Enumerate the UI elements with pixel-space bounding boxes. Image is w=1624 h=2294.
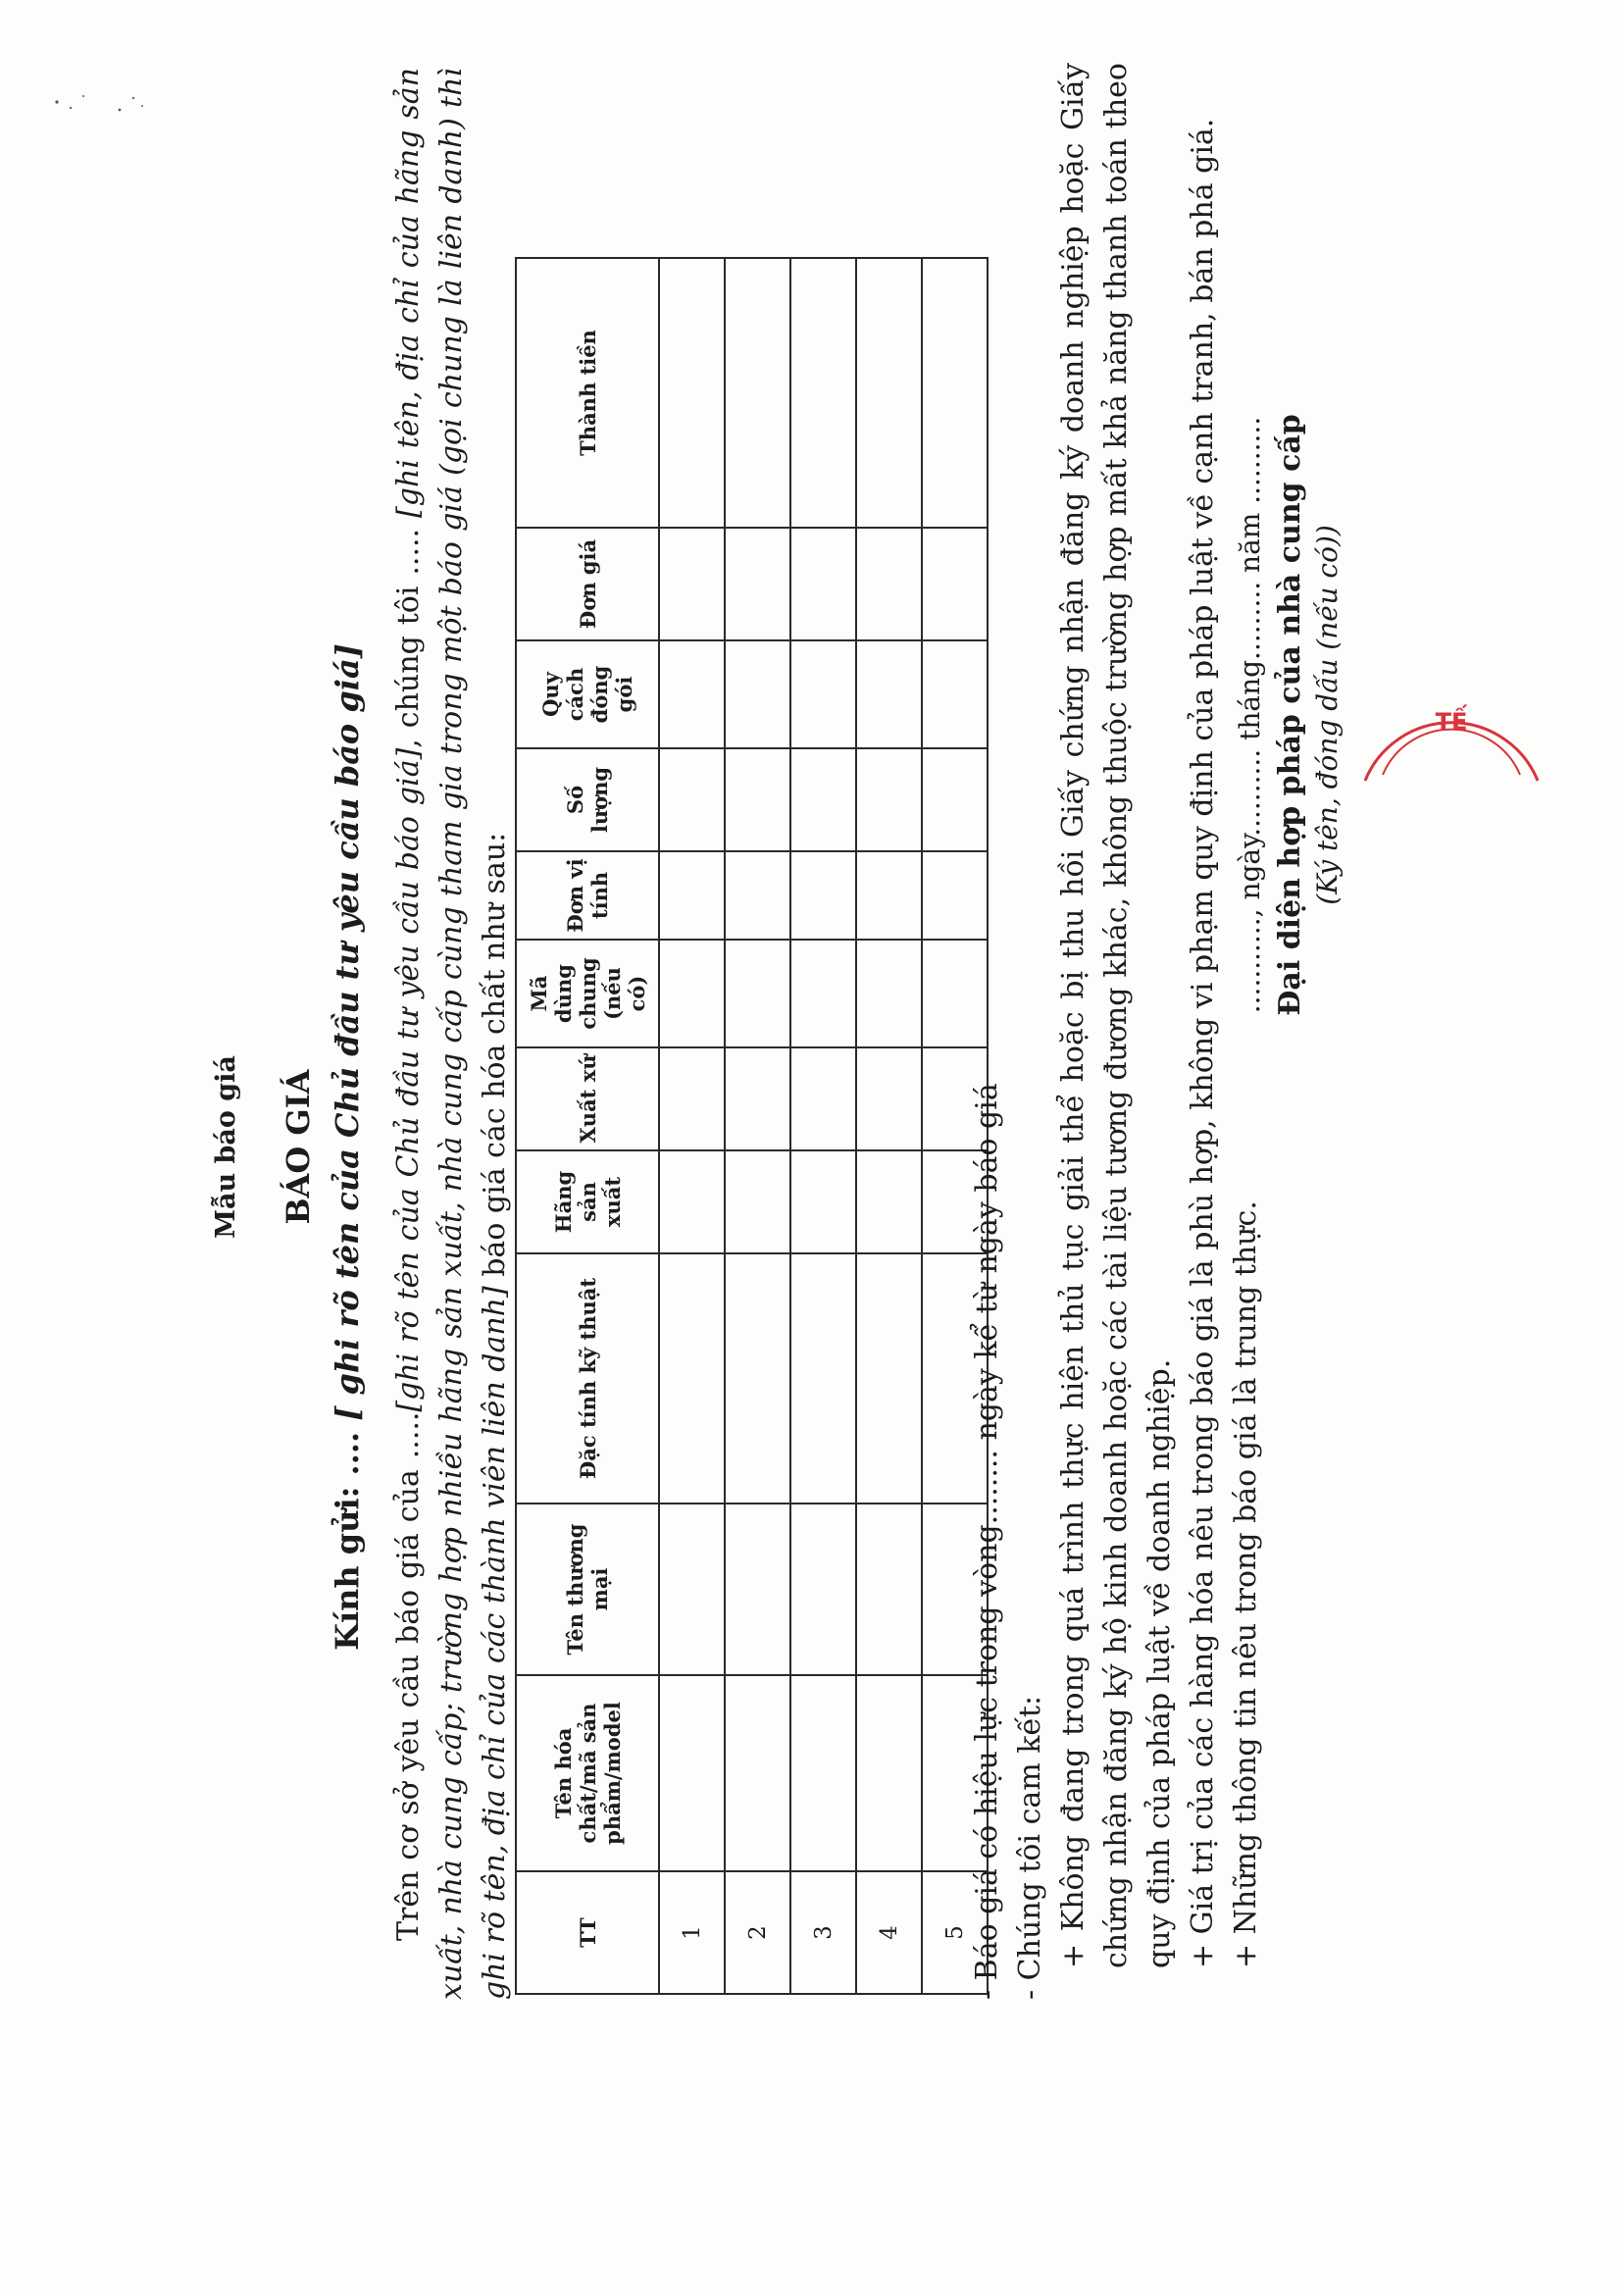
- table-cell: [856, 1675, 922, 1871]
- header-cell: Hãng sản xuất: [516, 1150, 659, 1253]
- table-cell: [725, 748, 790, 851]
- table-cell: [659, 1150, 725, 1253]
- table-cell: [856, 1504, 922, 1675]
- table-cell: [790, 1253, 856, 1504]
- intro-paragraph: [387, 68, 517, 2000]
- header-cell: TT: [516, 1871, 659, 1994]
- table-cell: [856, 528, 922, 640]
- table-cell: [790, 1047, 856, 1150]
- table-row: [856, 258, 922, 1994]
- table-row: [725, 258, 790, 1994]
- quotation-table: [515, 257, 989, 1995]
- table-cell: [725, 851, 790, 940]
- table-cell: [725, 1675, 790, 1871]
- table-cell: [659, 1504, 725, 1675]
- row-number: 3: [790, 1871, 856, 1994]
- table-row: [659, 258, 725, 1994]
- table-cell: [725, 1047, 790, 1150]
- header-cell: Mã dùng chung (nếu có): [516, 940, 659, 1047]
- header-cell: Đơn giá: [516, 528, 659, 640]
- row-number: 2: [725, 1871, 790, 1994]
- table-cell: [856, 851, 922, 940]
- stamp-text: TẾ: [1435, 708, 1468, 736]
- intro-part-4: [ghi tên, địa chỉ của hãng sản xuất, nhà cung cấp; trường hợp nhiều hãng sản xuất, nhà cung cấp cùng tham gia trong một báo giá (gọi chung là liên danh) thì ghi rõ tên, địa chỉ của các thành viên liên danh]: [391, 68, 512, 2000]
- table-cell: [659, 258, 725, 528]
- intro-part-3: , chúng tôi .....: [391, 517, 426, 748]
- header-cell: Đơn vị tính: [516, 851, 659, 940]
- intro-part-2: [ghi rõ tên của Chủ đầu tư yêu cầu báo giá]: [391, 747, 426, 1412]
- table-cell: [856, 940, 922, 1047]
- addressee-placeholder: [ ghi rõ tên của Chủ đầu tư yêu cầu báo giá]: [329, 643, 366, 1432]
- table-cell: [856, 258, 922, 528]
- table-cell: [659, 851, 725, 940]
- table-cell: [790, 528, 856, 640]
- table-cell: [790, 851, 856, 940]
- signature-note: (Ký tên, đóng dấu (nếu có)): [1311, 525, 1344, 905]
- row-number: 1: [659, 1871, 725, 1994]
- table-cell: [790, 258, 856, 528]
- table-cell: [725, 1150, 790, 1253]
- table-cell: [856, 1253, 922, 1504]
- header-cell: Số lượng: [516, 748, 659, 851]
- table-header-row: [516, 258, 659, 1994]
- table-cell: [856, 748, 922, 851]
- table-cell: [790, 1150, 856, 1253]
- table-cell: [790, 748, 856, 851]
- validity-note: - Báo giá có hiệu lực trong vòng........ ngày kể từ ngày báo giá: [970, 1083, 1004, 2000]
- signature-role: Đại diện hợp pháp của nhà cung cấp: [1273, 414, 1307, 1016]
- table-cell: [725, 1504, 790, 1675]
- table-cell: [725, 640, 790, 748]
- commitment-item: + Giá trị của các hàng hóa nêu trong báo giá là phù hợp, không vi phạm quy định của pháp luật về cạnh tranh, bán phá giá.: [1186, 118, 1220, 1968]
- red-stamp-fragment: [1353, 661, 1549, 838]
- table-cell: [659, 940, 725, 1047]
- intro-part-1: Trên cơ sở yêu cầu báo giá của .....: [391, 1411, 426, 1941]
- table-cell: [659, 1675, 725, 1871]
- notes-section: [966, 63, 1268, 2000]
- table-cell: [725, 1253, 790, 1504]
- table-cell: [659, 528, 725, 640]
- addressee-line: [329, 0, 366, 2294]
- table-row: [790, 258, 856, 1994]
- form-label: Mẫu báo giá: [211, 1055, 241, 1239]
- table-cell: [725, 528, 790, 640]
- table-cell: [659, 1253, 725, 1504]
- header-cell: Xuất xứ: [516, 1047, 659, 1150]
- table-cell: [725, 940, 790, 1047]
- table-cell: [725, 258, 790, 528]
- addressee-prefix: Kính gửi: ....: [329, 1431, 366, 1651]
- table-cell: [659, 1047, 725, 1150]
- commitment-item: + Những thông tin nêu trong báo giá là trung thực.: [1229, 1200, 1263, 1968]
- header-cell: Thành tiền: [516, 258, 659, 528]
- commitment-item: + Không đang trong quá trình thực hiện thủ tục giải thể hoặc bị thu hồi Giấy chứng nhận đăng ký doanh nghiệp hoặc Giấy chứng nhận đăng ký hộ kinh doanh hoặc các tài liệu tương đương khác, không thuộc trường hợp mất khả năng thanh toán theo quy định của pháp luật về doanh nghiệp.: [1056, 63, 1177, 1968]
- table-cell: [790, 940, 856, 1047]
- table-cell: [659, 748, 725, 851]
- table-cell: [790, 1675, 856, 1871]
- header-cell: Quy cách đóng gói: [516, 640, 659, 748]
- commitment-intro: - Chúng tôi cam kết:: [1013, 1695, 1047, 2000]
- table-cell: [659, 640, 725, 748]
- table-cell: [856, 1047, 922, 1150]
- intro-part-5: báo giá các hóa chất như sau:: [478, 832, 512, 1287]
- row-number: 4: [856, 1871, 922, 1994]
- document-title: BÁO GIÁ: [279, 1069, 317, 1225]
- table-cell: [856, 640, 922, 748]
- header-cell: Tên hóa chất/mã sản phẩm/model: [516, 1675, 659, 1871]
- table-cell: [790, 640, 856, 748]
- table-cell: [790, 1504, 856, 1675]
- table-cell: [856, 1150, 922, 1253]
- header-cell: Tên thương mại: [516, 1504, 659, 1675]
- header-cell: Đặc tính kỹ thuật: [516, 1253, 659, 1504]
- row-number: 5: [922, 1871, 988, 1994]
- signature-date-line: ..........., ngày.......... tháng......... năm ..........: [1234, 416, 1266, 1014]
